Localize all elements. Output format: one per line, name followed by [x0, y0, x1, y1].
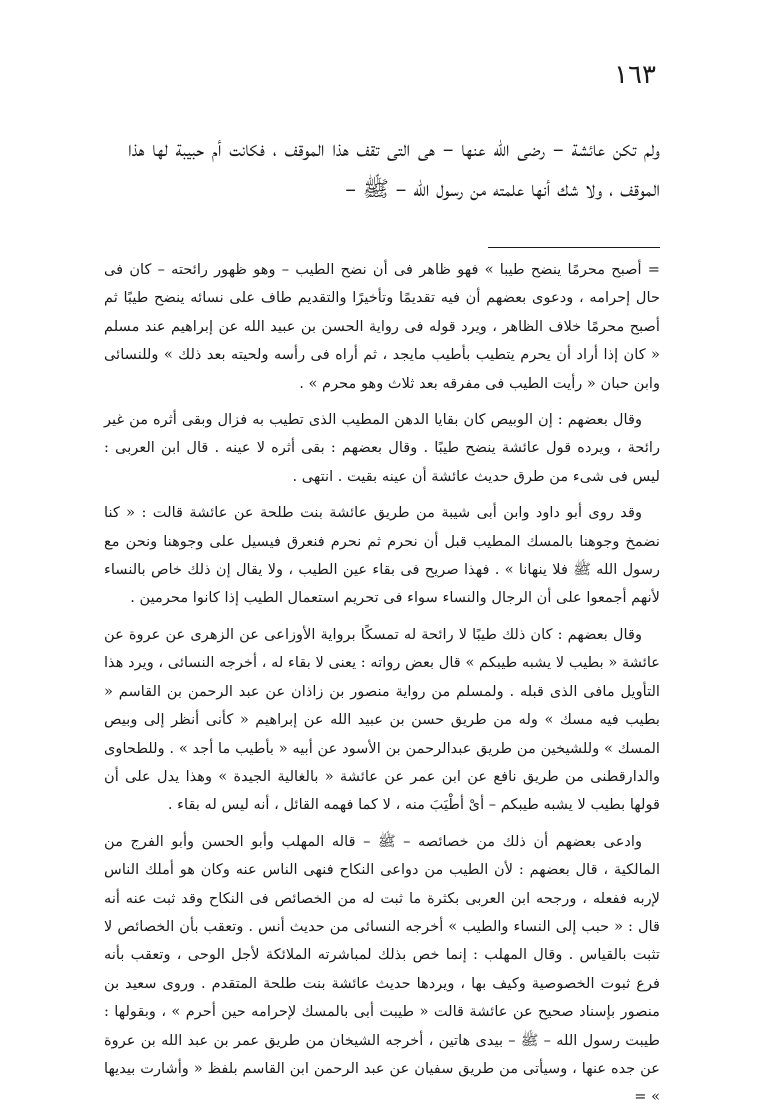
- footnote-paragraph: وادعى بعضهم أن ذلك من خصائصه – ﷺ – قاله المهلب وأبو الحسن وأبو الفرج من المالكية ، قال بعضهم : لأن الطيب من دواعى النكاح فنهى الناس عنه وكان هو أملك الناس لإربه ففعله ، ورجحه ابن العربى بكثرة ما ثبت له من الخصائص فى النكاح وقد ثبت عنه أنه قال : « حبب إلى النساء والطيب » أخرجه النسائى من حديث أنس . وتعقب بأن الخصائص لا تثبت بالقياس . وقال المهلب : إنما خص بذلك لمباشرته الملائكة لأجل الوحى ، وتعقب بأنه فرع ثبوت الخصوصية وكيف بها ، ويردها حديث عائشة بنت طلحة المتقدم . وروى سعيد بن منصور بإسناد صحيح عن عائشة قالت « طيبت أبى بالمسك لإحرامه حين أحرم » ، وبقولها : طيبت رسول الله – ﷺ – بيدى هاتين ، أخرجه الشيخان من طريق عمر بن عبد الله بن عروة عن جده عنها ، وسيأتى من طريق سفيان عن عبد الرحمن ابن القاسم بلفظ « وأشارت بيديها » =: [104, 832, 660, 1106]
- main-paragraph: ولم تكن عائشة – رضى الله عنها – هى التى تقف هذا الموقف ، فكانت أم حبيبة لها هذا الموقف ، ولا شك أنها علمته من رسول الله – ﷺ –: [128, 137, 660, 202]
- footnote-paragraph: وقال بعضهم : إن الوبيص كان بقايا الدهن المطيب الذى تطيب به فزال وبقى أثره من غير رائحة ، ويرده قول عائشة ينضح طيبًا . وقال بعضهم : بقى أثره لا عينه . قال ابن العربى : ليس فى شىء من طرق حديث عائشة أن عينه بقيت . انتهى .: [104, 411, 660, 485]
- footnote-paragraph: وقد روى أبو داود وابن أبى شيبة من طريق عائشة بنت طلحة عن عائشة قالت : « كنا نضمخ وجوهنا بالمسك المطيب قبل أن نحرم ثم نحرم فنعرق فيسيل على وجوهنا ونحن مع رسول الله ﷺ فلا ينهانا » . فهذا صريح فى بقاء عين الطيب ، ولا يقال إن ذلك خاص بالنساء لأنهم أجمعوا على أن الرجال والنساء سواء فى تحريم استعمال الطيب إذا كانوا محرمين .: [104, 504, 660, 607]
- footnote-separator: [488, 247, 660, 248]
- footnotes: [104, 256, 660, 1112]
- main-text: [128, 130, 660, 210]
- footnote-paragraph: = أصبح محرمًا ينضح طيبا » فهو ظاهر فى أن نضح الطيب – وهو ظهور رائحته – كان فى حال إحرامه ، ودعوى بعضهم أن فيه تقديمًا وتأخيرًا والتقديم طاف على نسائه ينضح طيبًا ثم أصبح محرمًا خلاف الظاهر ، ويرد قوله فى رواية الحسن بن عبيد الله عن إبراهيم عند مسلم « كان إذا أراد أن يحرم يتطيب بأطيب مايجد ، ثم أراه فى رأسه ولحيته بعد ذلك » وللنسائى وابن حبان « رأيت الطيب فى مفرقه بعد ثلاث وهو محرم » .: [104, 261, 660, 392]
- footnote-paragraph: وقال بعضهم : كان ذلك طيبًا لا رائحة له تمسكًا برواية الأوزاعى عن الزهرى عن عروة عن عائشة « بطيب لا يشبه طيبكم » قال بعض رواته : يعنى لا بقاء له ، أخرجه النسائى ، ويرد هذا التأويل مافى الذى قبله . ولمسلم من رواية منصور بن زاذان عن عبد الرحمن بن القاسم « بطيب فيه مسك » وله من طريق حسن بن عبيد الله عن إبراهيم « كأنى أنظر إلى وبيص المسك » وللشيخين من طريق عبدالرحمن بن الأسود عن أبيه « بأطيب ما أجد » . وللطحاوى والدارقطنى من طريق نافع عن ابن عمر عن عائشة « بالغالية الجيدة » وهذا يدل على أن قولها بطيب لا يشبه طيبكم – أىْ أطْيَبَ منه ، لا كما فهمه القائل ، أنه ليس له بقاء .: [104, 625, 660, 814]
- page-number: ١٦٣: [614, 60, 656, 90]
